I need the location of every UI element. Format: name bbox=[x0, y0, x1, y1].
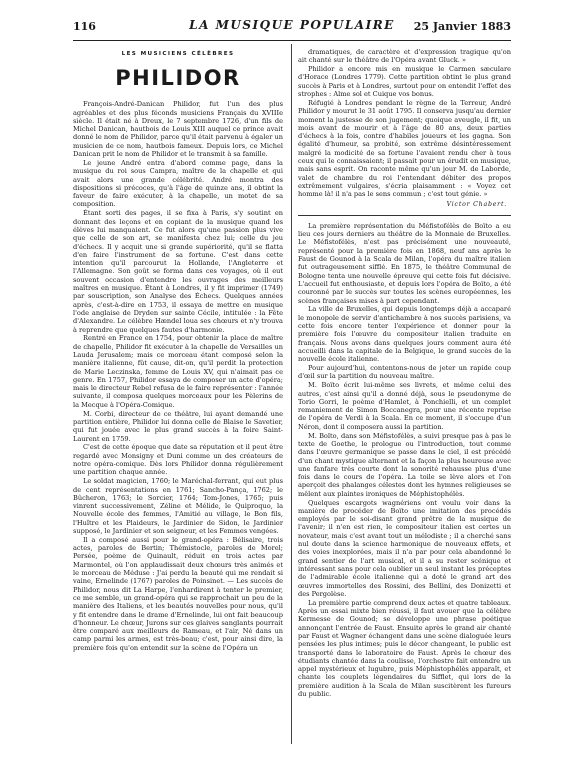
article-paragraph: François-André-Danican Philidor, fut l'un des plus agréables et des plus féconds musiciens Français du XVIIIe siècle. Il était né à Dreux, le 7 septembre 1726, d'un fils de Michel Danican, hautbois de Louis XIII auquel ce prince avait donné le nom de Philidor, parce qu'il était parvenu à égaler un musicien de ce nom, hautbois fameux. Depuis lors, ce Michel Danican prit le nom de Philidor et le transmit à sa famille. bbox=[73, 100, 283, 159]
article-paragraph: Réfugié à Londres pendant le règne de la Terreur, André Philidor y mourut le 31 août 1795. Il conserva jusqu'au dernier moment la justesse de son jugement; quoique aveugle, il fit, un mois avant de mourir et à l'âge de 80 ans, deux parties d'échecs à la fois, contre d'habiles joueurs et les gagna. Son égalité d'humeur, sa probité, son extrême désintéressement malgré la modicité de sa fortune l'avaient rendu cher à tous ceux qui le connaissaient; il passait pour un érudit en musique, mais sans esprit. On raconte même qu'un jour M. de Laborde, valet de chambre du roi l'entendant débiter des propos extrêmement vulgaires, s'écria plaisamment : « Voyez cet homme là! il n'a pas le sens commun ; c'est tout génie. » bbox=[298, 98, 511, 199]
article-paragraph: C'est de cette époque que date sa réputation et il peut être regardé avec Monsigny et Duni comme un des créateurs de notre opéra-comique. Dès lors Philidor donna régulièrement une partition chaque année. bbox=[73, 443, 283, 477]
article-paragraph: Il a composé aussi pour le grand-opéra : Bélisaire, trois actes, paroles de Bertin; Thémistocle, paroles de Morel; Persée, poème de Quinault, réduit en trois actes par Marmontel, où l'on applaudissait deux chœurs très animés et le morceau de Méduse : J'ai perdu la beauté qui me rendait si vaine, Ernelinde (1767) paroles de Poinsinet. — Les succès de Philidor, nous dit La Harpe, l'enhardirent à tenter le premier, ce me semble, un grand-opéra qui se rapprochait un peu de la manière des Italiens, et les beautés nouvelles pour nous, qu'il y fit entendre dans le drame d'Ernelinde, lui ont fait beaucoup d'honneur. Le chœur, Jurons sur ces glaives sanglants pourrait être comparé aux meilleurs de Rameau, et l'air, Né dans un camp parmi les armes, est très-beau; c'est, pour ainsi dire, la première fois qu'on entendit sur la scène de l'Opéra un bbox=[73, 535, 283, 652]
page-number: 116 bbox=[73, 20, 96, 33]
news-paragraph: La première partie comprend deux actes et quatre tableaux. Après un essai mixte bien réussi, il faut avouer que la célèbre Kermesse de Gounod; se développe une phrase poétique annonçant l'entrée de Faust. Ensuite après le grand air chanté par Faust et Wagner échangent dans une scène dialoguée leurs pensées les plus intimes; puis le décor changeant, le public est transporté dans le laboratoire de Faust. Après le chœur des étudiants chantée dans la coulisse, l'orchestre fait entendre un appel mystérieux et lugubre, puis Méphistophélès apparaît, et chante les couplets légendaires du Sifflet, qui lors de la première audition à la Scala de Milan suscitèrent les fureurs du public. bbox=[298, 598, 511, 699]
article-signature: Victor Chabert. bbox=[446, 200, 507, 208]
news-paragraph: La ville de Bruxelles, qui depuis longtemps déjà a accaparé le monopole de servir d'antichambre à nos succès parisiens, va cette fois encore tenter l'expérience et donner pour la première fois l'œuvre du compositeur italien traduite en français. Nous avons dans quelques jours comment aura été accueilli dans la capitale de la Belgique, le grand succès de la nouvelle école italienne. bbox=[298, 305, 511, 364]
left-column bbox=[73, 48, 283, 746]
news-paragraph: M. Boïto écrit lui-même ses livrets, et même celui des autres, c'est ainsi qu'il a donné déjà, sous le pseudonyme de Torio Gorri, le poème d'Hamlet, à Ponchielli, et un complet remaniement de Simon Boccanegra, pour une récente reprise de l'opéra de Verdi à la Scala. En ce moment, il s'occupe d'un Néron, dont il composera aussi la partition. bbox=[298, 381, 511, 431]
article-paragraph: Philidor a encore mis en musique le Carmen sæculare d'Horace (Londres 1779). Cette partition obtint le plus grand succès à Paris et à Londres, surtout pour on entendit l'effet des strophes : Alme sol et Cuique vos bonus. bbox=[298, 65, 511, 99]
article-kicker: LES MUSICIENS CÉLÈBRES bbox=[121, 51, 235, 57]
article-paragraph: Le jeune André entra d'abord comme page, dans la musique du roi sous Campra, maître de la chapelle et qui avait alors une grande célébrité. André montra des dispositions si précoces, qu'à l'âge de quinze ans, il obtint la faveur de faire exécuter, à la chapelle, un motet de sa composition. bbox=[73, 158, 283, 209]
header-rule bbox=[73, 40, 511, 41]
article-paragraph: Rentré en France en 1754, pour obtenir la place de maître de chapelle, Philidor fit exécuter à la chapelle de Versailles un Lauda Jerusalem; mais ce morceau étant composé selon la manière italienne, fût cause, dit-on, qu'il perdit la protection de Marie Leczinska, femme de Louis XV, qui n'aimait pas ce genre. En 1757, Philidor essaya de composer un acte d'opéra; mais le directeur Rebel refusa de le faire représenter : l'année suivante, il composa quelques morceaux pour les Pèlerins de la Mecque à l'Opéra-Comique. bbox=[73, 334, 283, 409]
news-paragraph: La première représentation du Méfistofélès de Boïto a eu lieu ces jours derniers au théâtre de la Monnaie de Bruxelles. Le Méfistofélès, n'est pas précisément une nouveauté, représenté pour la première fois en 1868, neuf ans après le Faust de Gounod à la Scala de Milan, l'opéra du maître italien fut outrageusement sifflé. En 1875, le théâtre Communal de Bologne tenta une nouvelle épreuve qui cette fois fut décisive. L'accueil fut enthousiaste, et depuis lors l'opéra de Boïto, a été couronné par le succès sur toutes les scènes européennes, les scènes françaises mises à part cependant. bbox=[298, 221, 511, 305]
news-paragraph: Pour aujourd'hui, contentons-nous de jeter un rapide coup d'œil sur la partition du nouveau maître. bbox=[298, 364, 511, 381]
right-column bbox=[298, 48, 511, 746]
news-paragraph: Quelques escargots wagnériens ont voulu voir dans la manière de procéder de Boïto une imitation des procédés employés par le soi-disant grand prêtre de la musique de l'avenir; il n'en est rien, le compositeur italien est certes un novateur, mais c'est avant tout un mélodiste ; il a cherché sans nul doute dans la science harmonique de nouveaux effets, et des voies inexplorées, mais il n'a par pour cela abandonné le grand sentier de l'art musical, et il a su rester scénique et intéressant sans pour cela oublier un seul instant les préceptes de l'admirable école italienne qui a doté le grand art des œuvres immortelles des Rossini, des Bellini, des Donizetti et des Pergolèse. bbox=[298, 498, 511, 598]
article-paragraph: Étant sorti des pages, il se fixa à Paris, s'y soutint en donnant des leçons et en copiant de la musique quand les élèves lui manquaient. Ce fut alors qu'une passion plus vive que celle de son art, se manifesta chez lui; celle du jeu d'échecs. Il y acquit une si grande supériorité, qu'il se flatta d'en faire l'instrument de sa fortune. C'est dans cette intention qu'il parcourut la Hollande, l'Angleterre et l'Allemagne. Son goût se forma dans ces voyages, où il eut souvent occasion d'entendre les ouvrages des meilleurs maîtres en musique. Étant à Londres, il y fit imprimer (1749) par souscription, son Analyse des Échecs. Quelques années après, c'est-à-dire en 1753, il essaya de mettre en musique l'ode anglaise de Dryden sur sainte Cécile, intitulée : la Fête d'Alexandre. Le célèbre Hændel loua ses chœurs et n'y trouva à reprendre que quelques fautes d'harmonie. bbox=[73, 209, 283, 334]
column-divider bbox=[291, 44, 292, 744]
issue-date: 25 Janvier 1883 bbox=[413, 20, 511, 33]
article-paragraph: M. Corbi, directeur de ce théâtre, lui ayant demandé une partition entière, Philidor lui donna celle de Blaise le Savetier, qui fut jouée avec le plus grand succès à la foire Saint-Laurent en 1759. bbox=[73, 409, 283, 443]
news-paragraph: M. Boïto, dans son Méfistofélès, a suivi presque pas à pas le texte de Goethe, le prologue ou l'introduction, tout comme dans l'œuvre germanique se passe dans le ciel, il est précédé d'un chant mystique alternant et la façon la plus heureuse avec une fanfare très courte dont la sonorité rehausse plus d'une fois dans le cours de l'opéra. La toile se lève alors et l'on aperçoit des phalanges célestes dont les hymnes religieuses se mêlent aux plaintes ironiques de Méphistophélès. bbox=[298, 431, 511, 498]
article-title: PHILIDOR bbox=[115, 66, 241, 91]
journal-title: LA MUSIQUE POPULAIRE bbox=[189, 18, 395, 32]
article-paragraph: Le soldat magicien, 1760; le Maréchal-ferrant, qui eut plus de cent représentations en 1761; Sancho-Pança, 1762; le Bûcheron, 1763; le Sorcier, 1764; Tom-Jones, 1765; puis vinrent successivement, Zéline et Mélide, le Quiproquo, la Nouvelle école des femmes, l'Amitié au village, le Bon fils, l'Huître et les Plaideurs, le Jardinier de Sidon, le Jardinier supposé, le Jardinier et son seigneur, et les Femmes vengées. bbox=[73, 477, 283, 535]
section-rule bbox=[298, 215, 511, 216]
article-paragraph: dramatiques, de caractère et d'expression tragique qu'on ait chanté sur le théâtre de l'Opéra avant Gluck. » bbox=[298, 48, 511, 65]
page-header bbox=[73, 18, 511, 36]
